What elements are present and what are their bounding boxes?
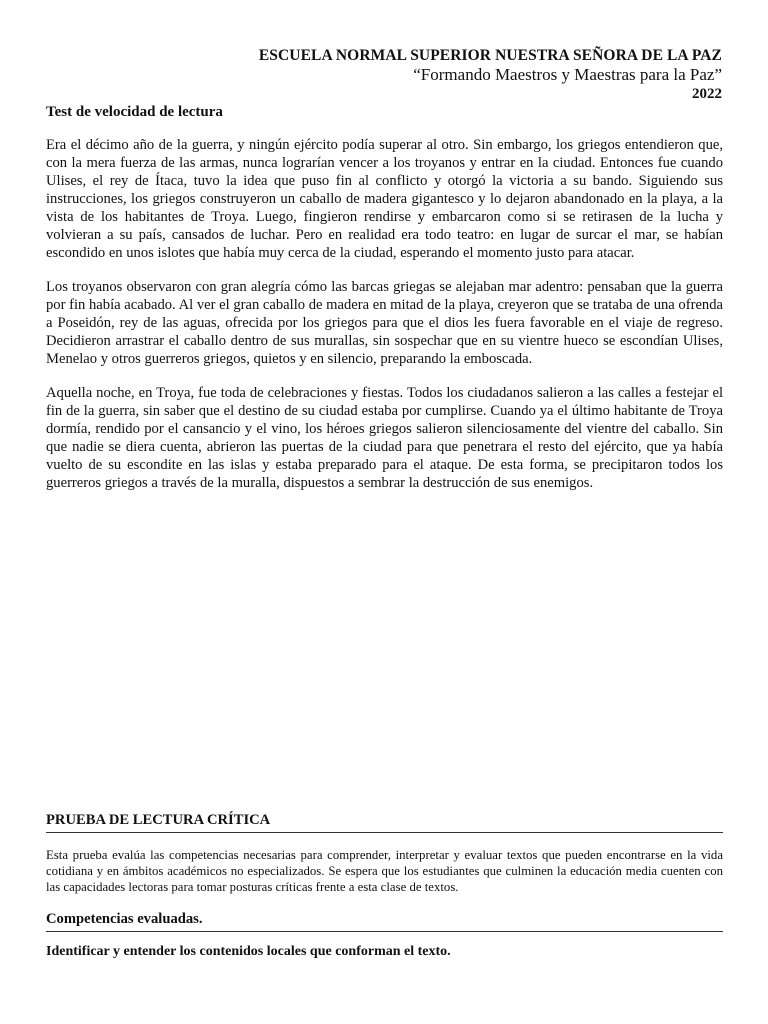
critical-reading-description: Esta prueba evalúa las competencias necesarias para comprender, interpretar y evaluar textos que pueden encontrarse en la vida cotidiana y en ámbitos académicos no especializados. Se espera que los estudiantes que culminen la educación media cuenten con las capacidades lectoras para tomar posturas críticas frente a esta clase de textos. xyxy=(46,848,723,894)
reading-paragraph: Era el décimo año de la guerra, y ningún ejército podía superar al otro. Sin embargo, los griegos entendieron que, con la mera fuerza de las armas, nunca lograrían vencer a los troyanos y entrar en la ciudad. Entonces fue cuando Ulises, el rey de Ítaca, tuvo la idea que puso fin al conflicto y otorgó la victoria a su bando. Siguiendo sus instrucciones, los griegos construyeron un caballo de madera gigantesco y lo dejaron abandonado en la playa, a la vista de los habitantes de Troya. Luego, fingieron rendirse y embarcaron como si se retirasen de la lucha y volvieran a su país, cansados de luchar. Pero en realidad era todo teatro: en lugar de surcar el mar, se habían escondido en unos islotes que había muy cerca de la ciudad, esperando el momento justo para atacar. xyxy=(46,137,723,261)
document-header xyxy=(259,46,722,104)
reading-paragraph: Los troyanos observaron con gran alegría cómo las barcas griegas se alejaban mar adentro: pensaban que la guerra por fin había acabado. Al ver el gran caballo de madera en mitad de la playa, creyeron que se trataba de una ofrenda a Poseidón, rey de las aguas, ofrecida por los griegos para que el dios les fuera favorable en el viaje de regreso. Decidieron arrastrar el caballo dentro de sus murallas, sin sospechar que en su vientre hueco se escondían Ulises, Menelao y otros guerreros griegos, quietos y en silencio, preparando la emboscada. xyxy=(46,279,723,367)
competency-item: Identificar y entender los contenidos locales que conforman el texto. xyxy=(46,944,451,959)
document-year: 2022 xyxy=(692,86,722,102)
critical-reading-section xyxy=(46,812,723,895)
reading-paragraph: Aquella noche, en Troya, fue toda de celebraciones y fiestas. Todos los ciudadanos salieron a las calles a festejar el fin de la guerra, sin saber que el destino de su ciudad estaba por cumplirse. Cuando ya el último habitante de Troya dormía, rendido por el cansancio y el vino, los héroes griegos salieron silenciosamente del vientre del caballo. Sin que nadie se diera cuenta, abrieron las puertas de la ciudad para que penetrara el resto del ejército, que ya había vuelto de su escondite en las islas y estaba preparado para el ataque. De esta forma, se precipitaron todos los guerreros griegos a través de la muralla, dispuestos a sembrar la destrucción de sus enemigos. xyxy=(46,385,723,491)
school-motto: “Formando Maestros y Maestras para la Paz” xyxy=(413,65,722,84)
school-name: ESCUELA NORMAL SUPERIOR NUESTRA SEÑORA DE LA PAZ xyxy=(258,47,722,64)
critical-reading-heading: PRUEBA DE LECTURA CRÍTICA xyxy=(46,812,723,833)
reading-test-title: Test de velocidad de lectura xyxy=(46,104,223,120)
competencies-section xyxy=(46,911,723,932)
reading-passage xyxy=(46,136,723,508)
competencies-heading: Competencias evaluadas. xyxy=(46,911,723,932)
